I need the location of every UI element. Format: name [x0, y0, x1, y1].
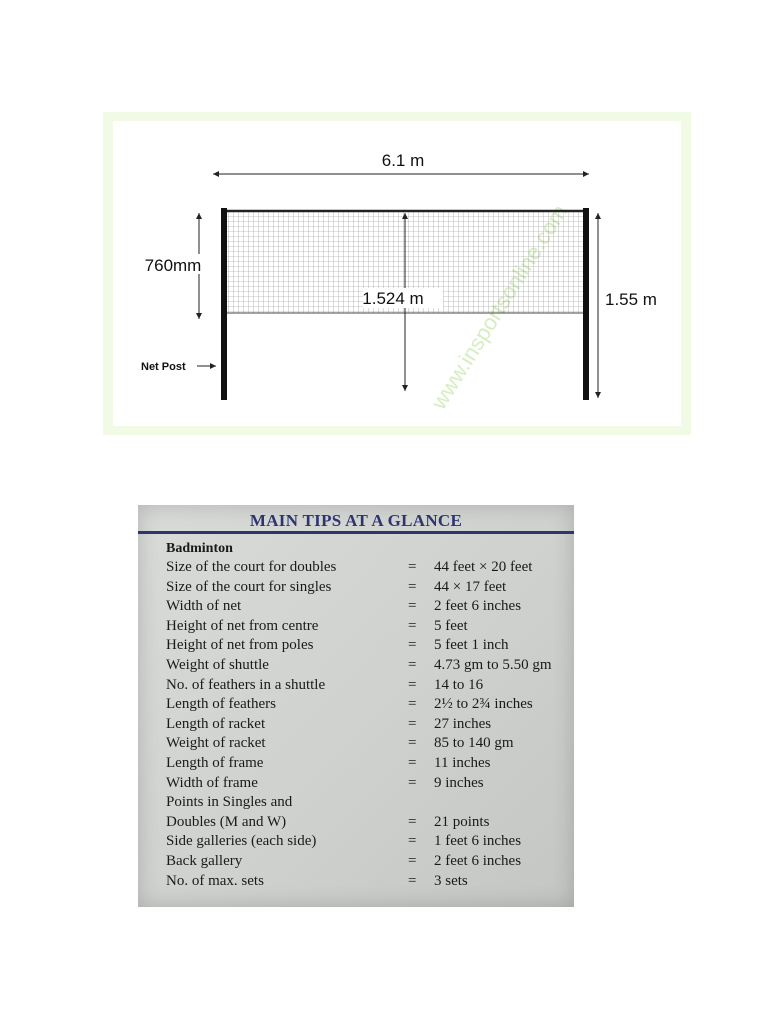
- equals-sign: =: [408, 853, 417, 869]
- equals-sign: =: [408, 657, 417, 673]
- tip-row: [138, 754, 574, 773]
- tip-label: Height of net from poles: [166, 637, 314, 654]
- tip-value: 5 feet: [434, 617, 468, 634]
- tip-value: 2 feet 6 inches: [434, 853, 522, 869]
- tip-row: [138, 617, 574, 636]
- net-diagram-svg: [113, 121, 681, 426]
- net-post-label: Net Post: [141, 361, 186, 373]
- tips-title: MAIN TIPS AT A GLANCE: [249, 511, 463, 530]
- tip-label: Weight of shuttle: [166, 657, 269, 673]
- equals-sign: =: [408, 833, 417, 850]
- tip-label: Length of feathers: [166, 696, 276, 713]
- tip-label: Points in Singles and: [166, 794, 293, 811]
- tip-label: No. of max. sets: [166, 872, 264, 889]
- tip-value: 5 feet 1 inch: [434, 637, 509, 654]
- tip-value: 21 points: [434, 813, 490, 830]
- tip-label: No. of feathers in a shuttle: [166, 676, 326, 693]
- equals-sign: =: [408, 715, 417, 732]
- equals-sign: =: [408, 774, 417, 791]
- tip-row: [138, 636, 574, 655]
- tip-label: Height of net from centre: [166, 617, 319, 634]
- equals-sign: =: [408, 617, 417, 634]
- tip-value: 9 inches: [434, 774, 484, 791]
- tip-row: [138, 695, 574, 714]
- tip-value: 4.73 gm to 5.50 gm: [434, 657, 552, 673]
- title-rule: [138, 531, 574, 534]
- width-label: 6.1 m: [381, 151, 425, 170]
- centre-height-label: 1.524 m: [362, 289, 424, 308]
- tip-row: [138, 597, 574, 616]
- tip-value: 2 feet 6 inches: [434, 598, 522, 615]
- net-diagram-panel: [103, 112, 691, 435]
- tip-row: [138, 578, 574, 597]
- tip-label: Width of frame: [166, 774, 258, 791]
- tip-label: Length of racket: [166, 715, 266, 732]
- tip-value: 3 sets: [434, 872, 468, 889]
- equals-sign: =: [408, 578, 417, 595]
- tips-card: [138, 505, 574, 907]
- tip-value: 11 inches: [434, 755, 491, 771]
- tips-subtitle: Badminton: [166, 541, 233, 556]
- equals-sign: =: [408, 637, 417, 654]
- tip-row: [138, 852, 574, 871]
- tip-row: [138, 832, 574, 851]
- equals-sign: =: [408, 559, 417, 575]
- tip-label: Doubles (M and W): [166, 813, 287, 830]
- tip-label: Size of the court for doubles: [166, 559, 337, 575]
- tip-row: [138, 793, 574, 812]
- equals-sign: =: [408, 872, 417, 889]
- tip-label: Back gallery: [166, 853, 243, 869]
- net-depth-label: 760mm: [144, 256, 202, 275]
- tip-value: 44 feet × 20 feet: [434, 559, 533, 575]
- post-height-label: 1.55 m: [605, 290, 657, 309]
- equals-sign: =: [408, 676, 417, 693]
- equals-sign: =: [408, 813, 417, 830]
- tip-value: 2½ to 2¾ inches: [434, 696, 533, 713]
- net-post-left: [221, 208, 227, 400]
- tip-row: [138, 774, 574, 793]
- tip-value: 44 × 17 feet: [434, 578, 507, 595]
- tip-label: Side galleries (each side): [166, 833, 317, 850]
- net-post-right: [583, 208, 589, 400]
- tip-row: [138, 676, 574, 695]
- tip-row: [138, 715, 574, 734]
- tip-label: Size of the court for singles: [166, 578, 332, 595]
- tip-row: [138, 813, 574, 832]
- tip-value: 14 to 16: [434, 676, 484, 693]
- equals-sign: =: [408, 735, 417, 752]
- tip-value: 1 feet 6 inches: [434, 833, 522, 850]
- tip-value: 27 inches: [434, 715, 492, 732]
- net-diagram: [113, 121, 681, 426]
- tip-row: [138, 872, 574, 891]
- equals-sign: =: [408, 696, 417, 713]
- tip-label: Length of frame: [166, 755, 264, 771]
- tip-label: Weight of racket: [166, 735, 266, 752]
- tip-row: [138, 558, 574, 577]
- equals-sign: =: [408, 755, 417, 771]
- tip-label: Width of net: [166, 598, 242, 615]
- tip-row: [138, 656, 574, 675]
- tip-value: 85 to 140 gm: [434, 735, 514, 752]
- tip-row: [138, 734, 574, 753]
- equals-sign: =: [408, 598, 417, 615]
